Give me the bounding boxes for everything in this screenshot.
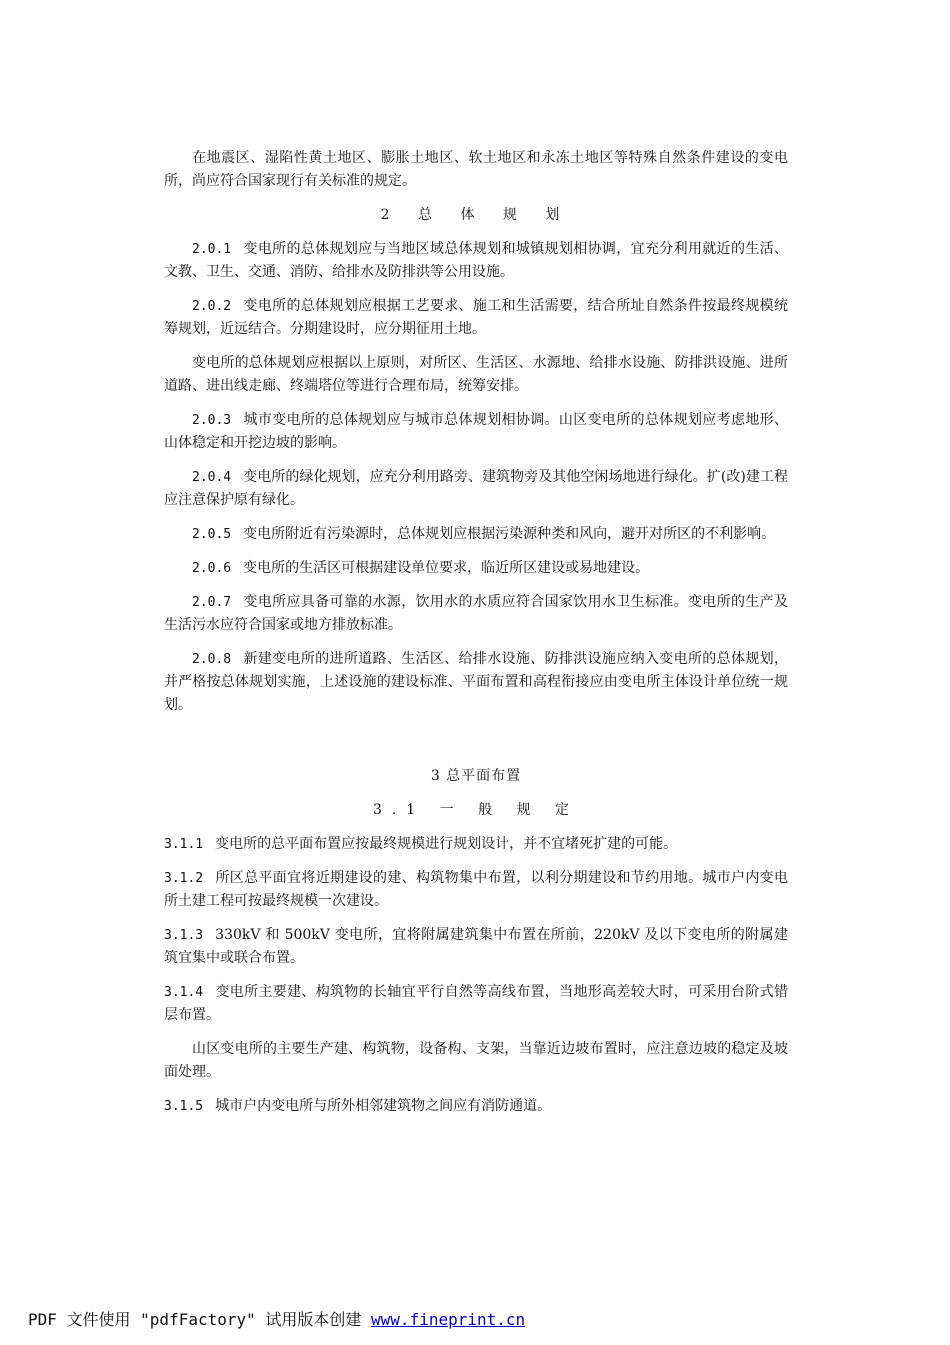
clause-number: 2.0.6 [192, 561, 232, 576]
clause-number: 2.0.7 [192, 595, 232, 610]
clause-text: 变电所的生活区可根据建设单位要求，临近所区建设或易地建设。 [243, 560, 650, 576]
clause-text: 变电所的总体规划应与当地区域总体规划和城镇规划相协调，宜充分利用就近的生活、文教、卫生、交通、消防、给排水及防排洪等公用设施。 [164, 241, 788, 280]
document-page [164, 147, 788, 1129]
clause-number: 2.0.3 [192, 413, 232, 428]
clause-text: 变电所的总体规划应根据工艺要求、施工和生活需要，结合所址自然条件按最终规模统筹规划，近远结合。分期建设时，应分期征用土地。 [164, 298, 788, 337]
clause-text: 变电所附近有污染源时，总体规划应根据污染源种类和风向，避开对所区的不利影响。 [243, 526, 776, 542]
clause-2-0-8 [164, 648, 788, 717]
section-heading-3: 3 总平面布置 [430, 768, 522, 784]
clause-3-1-4 [164, 981, 788, 1027]
clause-number: 2.0.2 [192, 299, 232, 314]
clause-number: 3.1.2 [164, 871, 204, 886]
clause-text: 变电所应具备可靠的水源，饮用水的水质应符合国家饮用水卫生标准。变电所的生产及生活污水应符合国家或地方排放标准。 [164, 594, 788, 633]
clause-2-0-2-continued: 变电所的总体规划应根据以上原则，对所区、生活区、水源地、给排水设施、防排洪设施、进所道路、进出线走廊、终端塔位等进行合理布局，统筹安排。 [164, 355, 788, 394]
pdf-watermark-footer [28, 1307, 525, 1330]
clause-2-0-5 [164, 523, 788, 546]
footer-text: PDF 文件使用 "pdfFactory" 试用版本创建 [28, 1310, 372, 1329]
clause-3-1-2 [164, 867, 788, 913]
clause-text: 变电所主要建、构筑物的长轴宜平行自然等高线布置，当地形高差较大时，可采用台阶式错层布置。 [164, 984, 788, 1023]
clause-text: 所区总平面宜将近期建设的建、构筑物集中布置，以利分期建设和节约用地。城市户内变电所土建工程可按最终规模一次建设。 [164, 870, 788, 909]
subsection-heading-3-1: 3.1 一 般 规 定 [372, 802, 580, 818]
clause-3-1-3 [164, 924, 788, 970]
clause-3-1-5 [164, 1095, 788, 1118]
section-spacer [164, 728, 788, 765]
clause-2-0-6 [164, 557, 788, 580]
clause-number: 2.0.4 [192, 470, 232, 485]
clause-2-0-3 [164, 409, 788, 455]
clause-2-0-1 [164, 238, 788, 284]
clause-text: 330kV 和 500kV 变电所，宜将附属建筑集中布置在所前，220kV 及以下变电所的附属建筑宜集中或联合布置。 [164, 927, 788, 966]
clause-number: 3.1.4 [164, 985, 204, 1000]
clause-number: 2.0.8 [192, 652, 232, 667]
clause-3-1-1 [164, 833, 788, 856]
footer-link[interactable]: www.fineprint.cn [371, 1310, 526, 1329]
clause-2-0-7 [164, 591, 788, 637]
clause-number: 3.1.3 [164, 928, 204, 943]
clause-text: 城市变电所的总体规划应与城市总体规划相协调。山区变电所的总体规划应考虑地形、山体稳定和开挖边坡的影响。 [164, 412, 788, 451]
clause-text: 城市户内变电所与所外相邻建筑物之间应有消防通道。 [215, 1098, 552, 1114]
clause-text: 变电所的总平面布置应按最终规模进行规划设计，并不宜堵死扩建的可能。 [215, 836, 678, 852]
paragraph-intro: 在地震区、湿陷性黄土地区、膨胀土地区、软土地区和永冻土地区等特殊自然条件建设的变电所，尚应符合国家现行有关标准的规定。 [164, 150, 788, 189]
clause-number: 2.0.1 [192, 242, 232, 257]
clause-number: 3.1.1 [164, 837, 204, 852]
clause-text: 变电所的绿化规划，应充分利用路旁、建筑物旁及其他空闲场地进行绿化。扩(改)建工程应注意保护原有绿化。 [164, 469, 788, 508]
section-heading-2: 2 总 体 规 划 [380, 207, 572, 223]
clause-3-1-4-continued: 山区变电所的主要生产建、构筑物，设备构、支架，当靠近边坡布置时，应注意边坡的稳定及坡面处理。 [164, 1041, 788, 1080]
clause-number: 2.0.5 [192, 527, 232, 542]
clause-2-0-4 [164, 466, 788, 512]
clause-2-0-2 [164, 295, 788, 341]
clause-text: 新建变电所的进所道路、生活区、给排水设施、防排洪设施应纳入变电所的总体规划，并严格按总体规划实施，上述设施的建设标准、平面布置和高程衔接应由变电所主体设计单位统一规划。 [164, 651, 788, 713]
clause-number: 3.1.5 [164, 1099, 204, 1114]
